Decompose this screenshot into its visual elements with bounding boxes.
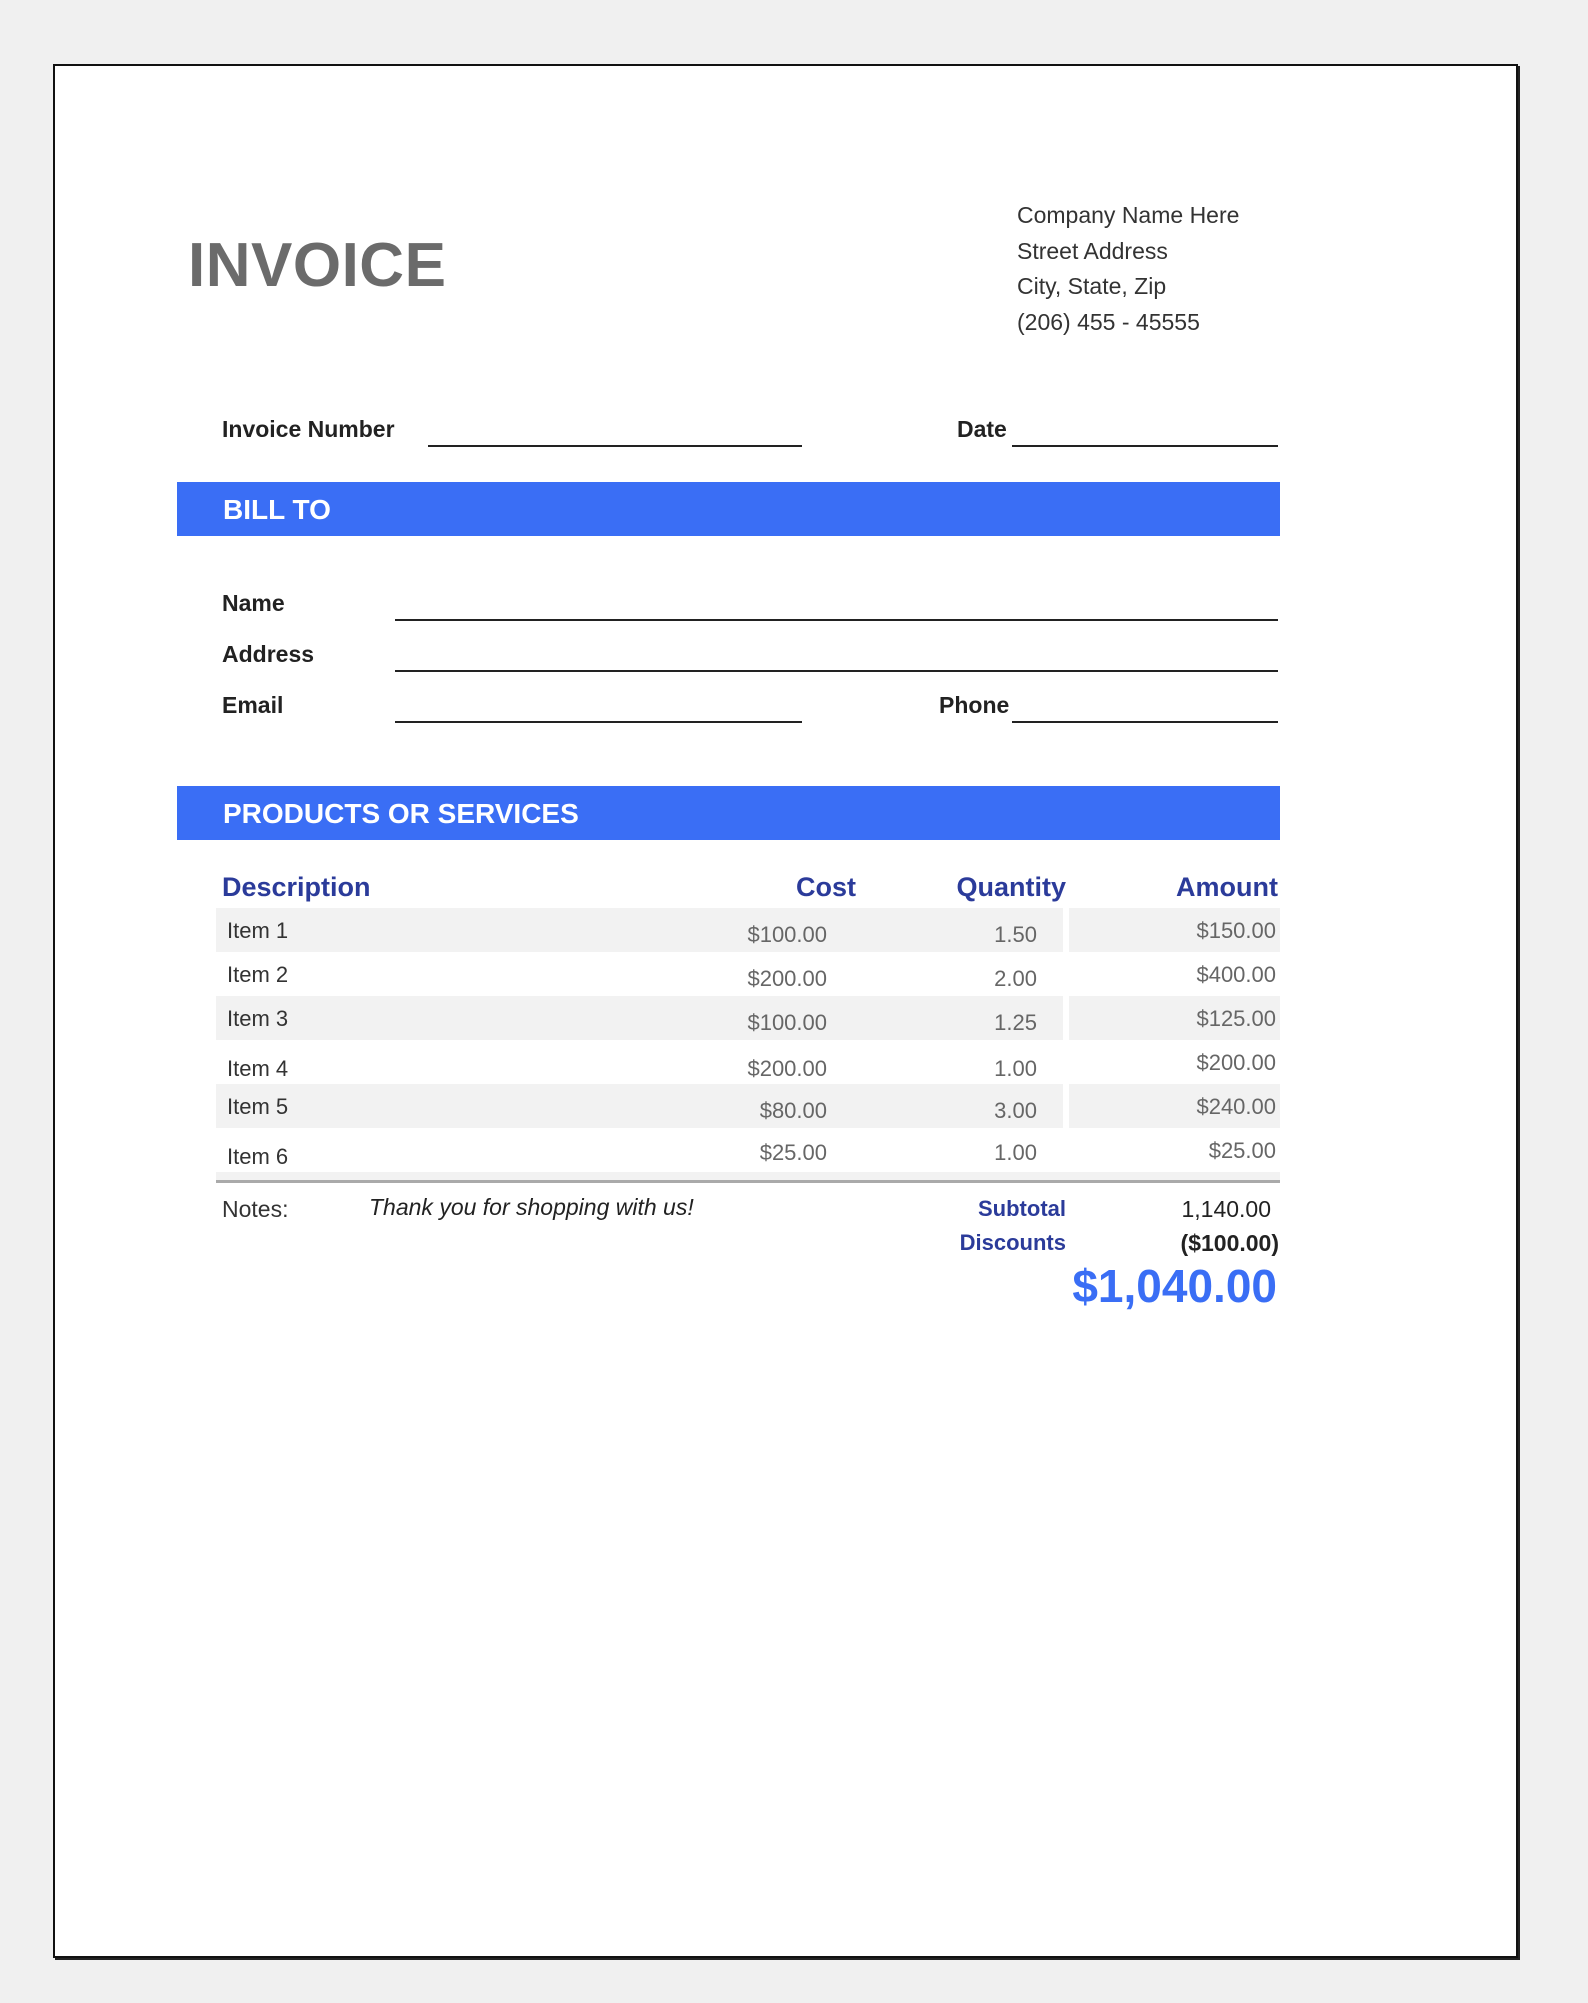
email-label: Email [222,692,284,718]
item-cost: $100.00 [747,922,827,947]
item-amount: $150.00 [1196,918,1276,943]
bill-to-header: BILL TO [177,482,1280,536]
column-header-cost: Cost [796,872,856,902]
phone-field[interactable] [1012,721,1278,723]
item-quantity: 1.25 [994,1010,1037,1035]
phone-label: Phone [939,692,1010,718]
table-divider [216,1180,1280,1183]
item-amount: $200.00 [1196,1050,1276,1075]
item-cost: $25.00 [759,1140,827,1165]
date-label: Date [957,416,1007,442]
subtotal-value: 1,140.00 [1181,1196,1271,1222]
name-field[interactable] [395,619,1278,621]
company-phone: (206) 455 - 45555 [1017,308,1200,335]
company-city: City, State, Zip [1017,273,1167,299]
name-label: Name [222,590,285,616]
item-description: Item 3 [227,1006,289,1031]
item-description: Item 6 [227,1144,289,1169]
item-amount: $400.00 [1196,962,1276,987]
notes-text: Thank you for shopping with us! [369,1194,694,1220]
date-field[interactable] [1012,445,1278,447]
item-cost: $100.00 [747,1010,827,1035]
column-header-quantity: Quantity [956,872,1066,902]
item-quantity: 2.00 [994,966,1037,991]
item-quantity: 1.00 [994,1140,1037,1165]
item-quantity: 1.50 [994,922,1037,947]
email-field[interactable] [395,721,802,723]
table-row-spacer [216,1172,1280,1180]
table-row [216,952,1280,996]
company-name: Company Name Here [1017,202,1240,228]
discounts-value: ($100.00) [1180,1230,1279,1256]
item-description: Item 2 [227,962,289,987]
item-cost: $200.00 [747,966,827,991]
company-street: Street Address [1017,237,1168,264]
item-description: Item 4 [227,1056,289,1081]
item-amount: $125.00 [1196,1006,1276,1031]
products-header: PRODUCTS OR SERVICES [177,786,1280,840]
total-amount: $1,040.00 [1072,1260,1277,1312]
column-header-amount: Amount [1176,872,1278,902]
invoice-page [53,64,1518,1958]
table-row [216,1128,1280,1172]
table-row [216,908,1280,952]
column-header-description: Description [222,872,371,902]
invoice-title: INVOICE [188,231,447,300]
discounts-label: Discounts [959,1230,1066,1255]
item-description: Item 1 [227,918,289,943]
invoice-number-field[interactable] [428,445,802,447]
notes-label: Notes: [222,1196,289,1222]
table-row [216,1040,1280,1084]
item-quantity: 1.00 [994,1056,1037,1081]
item-description: Item 5 [227,1094,289,1119]
subtotal-label: Subtotal [978,1196,1066,1221]
company-info [1017,198,1239,340]
table-row [216,996,1280,1040]
address-field[interactable] [395,670,1278,672]
item-quantity: 3.00 [994,1098,1037,1123]
table-row [216,1084,1280,1128]
item-amount: $240.00 [1196,1094,1276,1119]
item-amount: $25.00 [1208,1138,1276,1163]
address-label: Address [222,641,315,667]
item-cost: $80.00 [759,1098,827,1123]
invoice-number-label: Invoice Number [222,416,395,442]
item-cost: $200.00 [747,1056,827,1081]
